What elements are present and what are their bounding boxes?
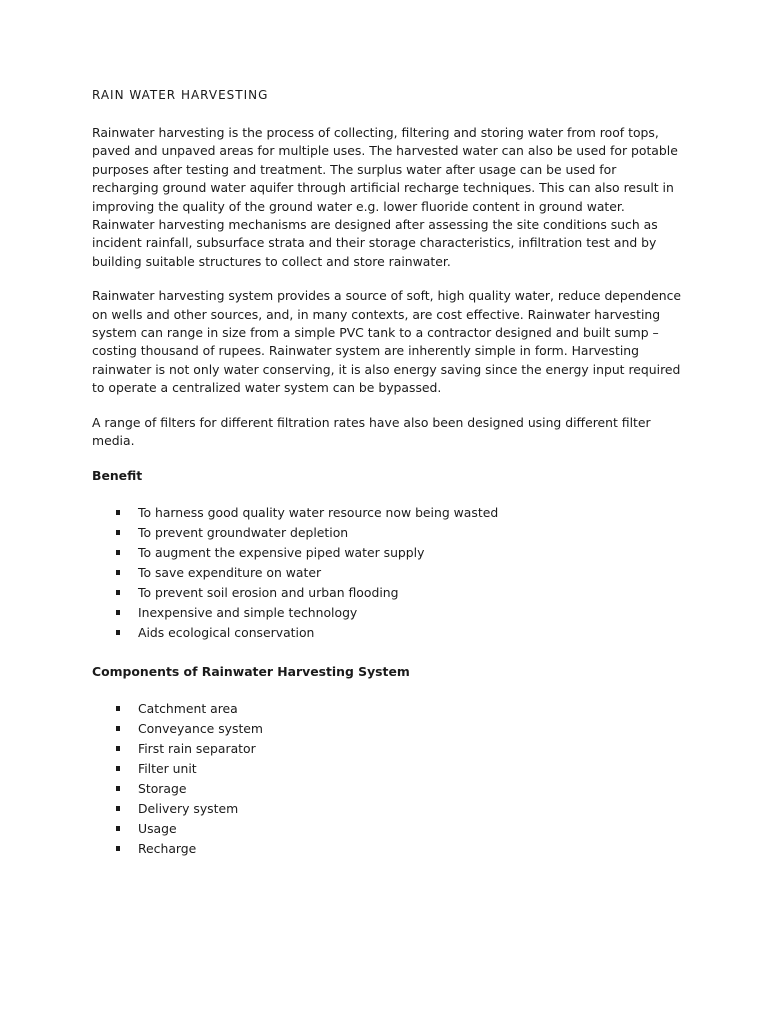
- document-page: [92, 86, 684, 879]
- list-item: Filter unit: [92, 759, 684, 779]
- list-item: To prevent groundwater depletion: [92, 523, 684, 543]
- document-title: RAIN WATER HARVESTING: [92, 88, 269, 102]
- benefit-heading: Benefit: [92, 467, 143, 483]
- bullet-icon: [116, 590, 120, 595]
- bullet-icon: [116, 550, 120, 555]
- bullet-icon: [116, 766, 120, 771]
- bullet-icon: [116, 846, 120, 851]
- bullet-icon: [116, 786, 120, 791]
- bullet-icon: [116, 706, 120, 711]
- bullet-icon: [116, 610, 120, 615]
- list-item: Delivery system: [92, 799, 684, 819]
- list-item: Inexpensive and simple technology: [92, 603, 684, 623]
- paragraph-system: Rainwater harvesting system provides a source of soft, high quality water, reduce dependence on wells and other sources, and, in many contexts, are cost effective. Rainwater harvesting system can range in size from a simple PVC tank to a contractor designed and built sump – costing thousand of rupees. Rainwater system are inherently simple in form. Harvesting rainwater is not only water conserving, it is also energy saving since the energy input required to operate a centralized water system can be bypassed.: [92, 288, 682, 396]
- list-item: To save expenditure on water: [92, 563, 684, 583]
- list-item: Usage: [92, 819, 684, 839]
- list-item: First rain separator: [92, 739, 684, 759]
- list-item: To prevent soil erosion and urban flooding: [92, 583, 684, 603]
- list-item: Storage: [92, 779, 684, 799]
- list-item: Catchment area: [92, 699, 684, 719]
- components-heading: Components of Rainwater Harvesting System: [92, 663, 410, 679]
- bullet-icon: [116, 570, 120, 575]
- components-list: [92, 699, 684, 859]
- bullet-icon: [116, 530, 120, 535]
- bullet-icon: [116, 746, 120, 751]
- bullet-icon: [116, 630, 120, 635]
- bullet-icon: [116, 510, 120, 515]
- list-item: Recharge: [92, 839, 684, 859]
- bullet-icon: [116, 806, 120, 811]
- benefit-list: [92, 503, 684, 643]
- list-item: To harness good quality water resource now being wasted: [92, 503, 684, 523]
- list-item: Aids ecological conservation: [92, 623, 684, 643]
- bullet-icon: [116, 726, 120, 731]
- bullet-icon: [116, 826, 120, 831]
- list-item: To augment the expensive piped water supply: [92, 543, 684, 563]
- list-item: Conveyance system: [92, 719, 684, 739]
- paragraph-definition: Rainwater harvesting is the process of collecting, filtering and storing water from roof tops, paved and unpaved areas for multiple uses. The harvested water can also be used for potable purposes after testing and treatment. The surplus water after usage can be used for recharging ground water aquifer through artificial recharge techniques. This can also result in improving the quality of the ground water e.g. lower fluoride content in ground water. Rainwater harvesting mechanisms are designed after assessing the site conditions such as incident rainfall, subsurface strata and their storage characteristics, infiltration test and by building suitable structures to collect and store rainwater.: [92, 125, 678, 269]
- paragraph-filters: A range of filters for different filtration rates have also been designed using different filter media.: [92, 414, 651, 449]
